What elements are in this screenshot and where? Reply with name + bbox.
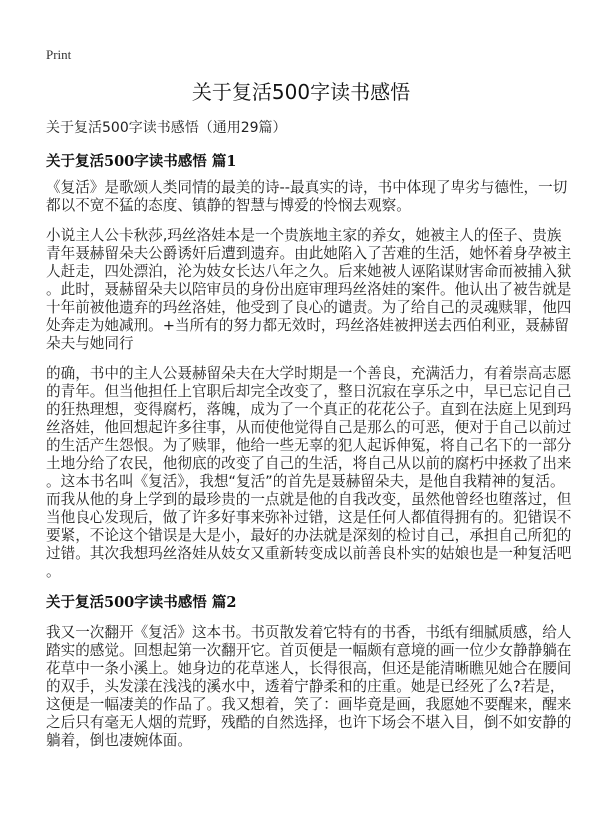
text-line: 我又一次翻开《复活》这本书。书页散发着它特有的书香，书纸有细腻质感，给人 (46, 624, 572, 641)
text-line: 朵夫与她同行 (46, 335, 134, 352)
section-heading-2: 关于复活500字读书感悟 篇2 (46, 594, 237, 611)
text-line: 的生活产生怨恨。为了赎罪，他给一些无辜的犯人起诉伸冤，将自己名下的一部分 (46, 437, 572, 454)
text-line: 之后只有毫无人烟的荒野，残酷的自然选择，也许下场会不堪入目，倒不如安静的 (46, 714, 572, 731)
paragraph (46, 624, 571, 750)
text-line: 处奔走为她减刑。+当所有的努力都无效时，玛丝洛娃被押送去西伯利亚，聂赫留 (46, 317, 570, 334)
text-line: 人赶走，四处漂泊，沦为妓女长达八年之久。后来她被人诬陷谋财害命而被捕入狱 (46, 263, 572, 280)
text-line: 花草中一条小溪上。她身边的花草迷人，长得很高，但还是能清晰瞧见她合在腰间 (46, 660, 572, 677)
text-line: 当他良心发现后，做了许多好事来弥补过错，这是任何人都值得拥有的。犯错误不 (46, 509, 572, 526)
section-heading-1: 关于复活500字读书感悟 篇1 (46, 153, 237, 170)
text-line: 要紧，不论这个错误是大是小，最好的办法就是深刻的检讨自己，承担自己所犯的 (46, 527, 572, 544)
text-line: 躺着，倒也凄婉体面。 (46, 732, 192, 749)
paragraph (46, 227, 571, 353)
text-line: 土地分给了农民，他彻底的改变了自己的生活，将自己从以前的腐朽中拯救了出来 (46, 455, 572, 472)
text-line: 丝洛娃，他回想起许多往事，从而使他觉得自己是那么的可恶，便对于自己以前过 (46, 419, 572, 436)
text-line: 的确，书中的主人公聂赫留朵夫在大学时期是一个善良，充满活力，有着崇高志愿 (46, 365, 572, 382)
text-line: 十年前被他遗弃的玛丝洛娃，他受到了良心的谴责。为了给自己的灵魂赎罪，他四 (46, 299, 572, 316)
text-line: 的狂热理想，变得腐朽，落魄，成为了一个真正的花花公子。直到在法庭上见到玛 (46, 401, 572, 418)
text-line: 。此时，聂赫留朵夫以陪审员的身份出庭审理玛丝洛娃的案件。他认出了被告就是 (46, 281, 572, 298)
text-line: 都以不宽不猛的态度、镇静的智慧与博爱的怜悯去观察。 (46, 197, 411, 214)
text-line: 而我从他的身上学到的最珍贵的一点就是他的自我改变，虽然他曾经也堕落过，但 (46, 491, 572, 508)
text-line: 这便是一幅凄美的作品了。我又想着，笑了：画毕竟是画，我愿她不要醒来，醒来 (46, 696, 572, 713)
text-line: 小说主人公卡秋莎,玛丝洛娃本是一个贵族地主家的养女，她被主人的侄子、贵族 (46, 227, 562, 244)
paragraph (46, 365, 571, 581)
text-line: 过错。其次我想玛丝洛娃从妓女又重新转变成以前善良朴实的姑娘也是一种复活吧 (46, 545, 572, 562)
print-label[interactable]: Print (46, 47, 72, 62)
document-subtitle: 关于复活500字读书感悟（通用29篇） (46, 120, 287, 136)
text-line: 。 (46, 563, 61, 580)
text-line: 《复活》是歌颂人类同情的最美的诗--最真实的诗，书中体现了卑劣与德性，一切 (46, 179, 568, 196)
paragraph (46, 179, 567, 215)
text-line: 的双手，头发漾在浅浅的溪水中，透着宁静柔和的庄重。她是已经死了么?若是， (46, 678, 565, 695)
text-line: 的青年。但当他担任上官职后却完全改变了，整日沉寂在享乐之中，早已忘记自己 (46, 383, 572, 400)
text-line: 青年聂赫留朵夫公爵诱奸后遭到遗弃。由此她陷入了苦难的生活，她怀着身孕被主 (46, 245, 572, 262)
text-line: 踏实的感觉。回想起第一次翻开它。首页便是一幅颇有意境的画一位少女静静躺在 (46, 642, 572, 659)
text-line: 。这本书名叫《复活》，我想“复活”的首先是聂赫留朵夫，是他自我精神的复活。 (46, 473, 565, 490)
page-title: 关于复活500字读书感悟 (191, 80, 411, 104)
